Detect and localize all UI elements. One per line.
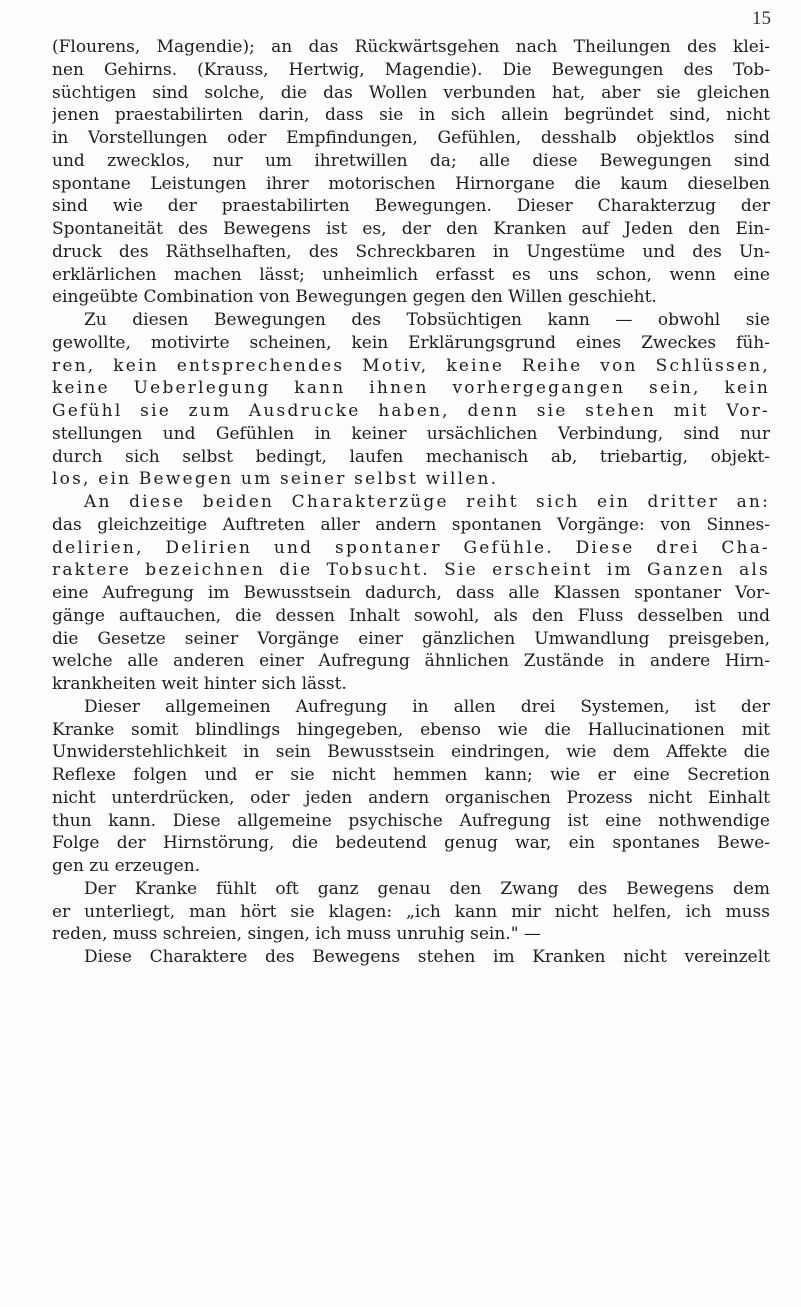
text-line: das gleichzeitige Auftreten aller andern spontanen Vorgänge: von Sinnes-: [52, 514, 770, 535]
text-line: nicht unterdrücken, oder jeden andern organischen Prozess nicht Einhalt: [52, 787, 770, 808]
text-line: in Vorstellungen oder Empfindungen, Gefühlen, desshalb objektlos sind: [52, 128, 770, 148]
text-line: süchtigen sind solche, die das Wollen verbunden hat, aber sie gleichen: [52, 82, 770, 103]
text-line: spontane Leistungen ihrer motorischen Hirnorgane die kaum dieselben: [52, 173, 770, 194]
text-line: reden, muss schreien, singen, ich muss unruhig sein." —: [52, 924, 541, 945]
text-line: keine Ueberlegung kann ihnen vorhergegangen sein, kein: [52, 378, 770, 399]
text-line: eingeübte Combination von Bewegungen gegen den Willen geschieht.: [52, 287, 657, 308]
text-line: An diese beiden Charakterzüge reiht sich ein dritter an:: [84, 492, 770, 512]
text-line: die Gesetze seiner Vorgänge einer gänzlichen Umwandlung preisgeben,: [52, 628, 770, 649]
text-line: sind wie der praestabilirten Bewegungen. Dieser Charakterzug der: [52, 196, 770, 217]
text-line: Spontaneität des Bewegens ist es, der den Kranken auf Jeden den Ein-: [52, 219, 770, 239]
text-line: Reflexe folgen und er sie nicht hemmen kann; wie er eine Secretion: [52, 765, 770, 785]
text-line: und zwecklos, nur um ihretwillen da; alle diese Bewegungen sind: [52, 150, 770, 171]
page-number: 15: [752, 8, 771, 29]
text-line: delirien, Delirien und spontaner Gefühle. Diese drei Cha-: [52, 537, 770, 558]
text-line: Der Kranke fühlt oft ganz genau den Zwang des Bewegens dem: [84, 878, 770, 899]
text-line: gewollte, motivirte scheinen, kein Erklärungsgrund eines Zweckes füh-: [52, 332, 770, 353]
text-line: los, ein Bewegen um seiner selbst willen.: [52, 469, 499, 490]
text-line: nen Gehirns. (Krauss, Hertwig, Magendie). Die Bewegungen des Tob-: [52, 59, 770, 80]
text-line: Zu diesen Bewegungen des Tobsüchtigen kann — obwohl sie: [84, 310, 770, 330]
text-line: Diese Charaktere des Bewegens stehen im Kranken nicht vereinzelt: [84, 947, 770, 967]
text-line: jenen praestabilirten darin, dass sie in sich allein begründet sind, nicht: [52, 105, 770, 126]
text-line: Gefühl sie zum Ausdrucke haben, denn sie stehen mit Vor-: [52, 401, 770, 421]
text-line: gänge auftauchen, die dessen Inhalt sowohl, als den Fluss desselben und: [52, 605, 770, 626]
text-line: druck des Räthselhaften, des Schreckbaren in Ungestüme und des Un-: [52, 241, 770, 262]
body-text: [52, 36, 770, 969]
text-line: welche alle anderen einer Aufregung ähnlichen Zustände in andere Hirn-: [52, 651, 770, 672]
text-line: gen zu erzeugen.: [52, 856, 201, 876]
text-line: (Flourens, Magendie); an das Rückwärtsgehen nach Theilungen des klei-: [52, 37, 770, 57]
text-line: raktere bezeichnen die Tobsucht. Sie erscheint im Ganzen als: [52, 560, 770, 581]
text-line: erklärlichen machen lässt; unheimlich erfasst es uns schon, wenn eine: [52, 264, 770, 285]
text-line: Unwiderstehlichkeit in sein Bewusstsein eindringen, wie dem Affekte die: [52, 742, 770, 763]
text-line: er unterliegt, man hört sie klagen: „ich kann mir nicht helfen, ich muss: [52, 901, 770, 922]
text-line: ren, kein entsprechendes Motiv, keine Reihe von Schlüssen,: [52, 355, 770, 376]
text-line: krankheiten weit hinter sich lässt.: [52, 674, 347, 694]
text-line: durch sich selbst bedingt, laufen mechanisch ab, triebartig, objekt-: [52, 446, 770, 467]
text-line: Dieser allgemeinen Aufregung in allen drei Systemen, ist der: [84, 696, 770, 717]
text-line: stellungen und Gefühlen in keiner ursächlichen Verbindung, sind nur: [52, 423, 770, 444]
text-line: Kranke somit blindlings hingegeben, ebenso wie die Hallucinationen mit: [52, 719, 770, 740]
text-line: thun kann. Diese allgemeine psychische Aufregung ist eine nothwendige: [52, 810, 770, 831]
text-line: Folge der Hirnstörung, die bedeutend genug war, ein spontanes Bewe-: [52, 833, 770, 854]
text-line: eine Aufregung im Bewusstsein dadurch, dass alle Klassen spontaner Vor-: [52, 583, 770, 603]
